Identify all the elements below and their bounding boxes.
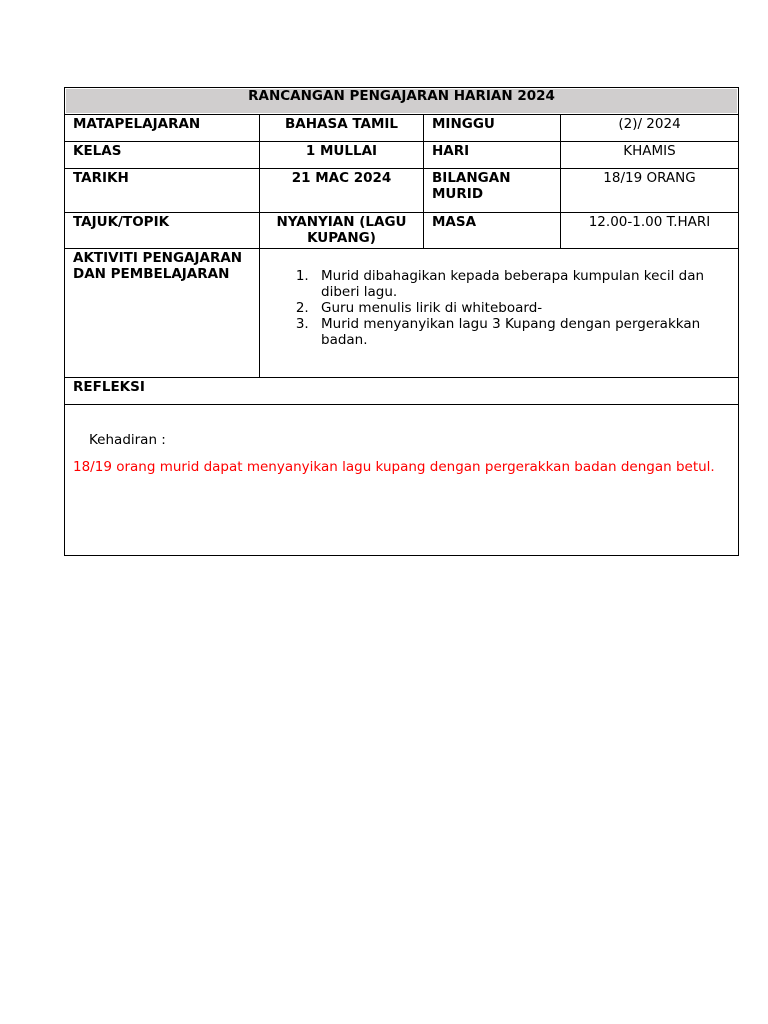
title-cell (65, 88, 739, 115)
class-value: 1 MULLAI (260, 142, 424, 169)
reflection-body-row (65, 405, 739, 556)
week-value: (2)/ 2024 (561, 115, 739, 142)
lesson-plan-table (64, 87, 739, 556)
date-row (65, 169, 739, 213)
activity-item: 1. Murid dibahagikan kepada beberapa kumpulan kecil dan diberi lagu. (313, 268, 730, 300)
topic-label: TAJUK/TOPIK (65, 213, 260, 249)
subject-value: BAHASA TAMIL (260, 115, 424, 142)
week-label: MINGGU (424, 115, 561, 142)
day-label: HARI (424, 142, 561, 169)
topic-row (65, 213, 739, 249)
activity-item: 2. Guru menulis lirik di whiteboard- (313, 300, 730, 316)
activities-label: AKTIVITI PENGAJARAN DAN PEMBELAJARAN (65, 249, 260, 378)
date-value: 21 MAC 2024 (260, 169, 424, 213)
day-value: KHAMIS (561, 142, 739, 169)
date-label: TARIKH (65, 169, 260, 213)
student-count-value: 18/19 ORANG (561, 169, 739, 213)
reflection-text: 18/19 orang murid dapat menyanyikan lagu kupang dengan pergerakkan badan dengan betul. (73, 459, 715, 475)
activities-cell (260, 249, 739, 378)
title-row (65, 88, 739, 115)
class-row (65, 142, 739, 169)
reflection-cell (65, 405, 739, 556)
student-count-label: BILANGAN MURID (424, 169, 561, 213)
class-label: KELAS (65, 142, 260, 169)
time-label: MASA (424, 213, 561, 249)
activity-item: 3. Murid menyanyikan lagu 3 Kupang dengan pergerakkan badan. (313, 316, 730, 348)
time-value: 12.00-1.00 T.HARI (561, 213, 739, 249)
reflection-label: REFLEKSI (65, 378, 739, 405)
topic-value: NYANYIAN (LAGU KUPANG) (260, 213, 424, 249)
activities-list (268, 268, 730, 348)
activities-row (65, 249, 739, 378)
page-title: RANCANGAN PENGAJARAN HARIAN 2024 (66, 89, 737, 113)
attendance-label: Kehadiran : (89, 432, 166, 448)
subject-row (65, 115, 739, 142)
subject-label: MATAPELAJARAN (65, 115, 260, 142)
reflection-header-row (65, 378, 739, 405)
